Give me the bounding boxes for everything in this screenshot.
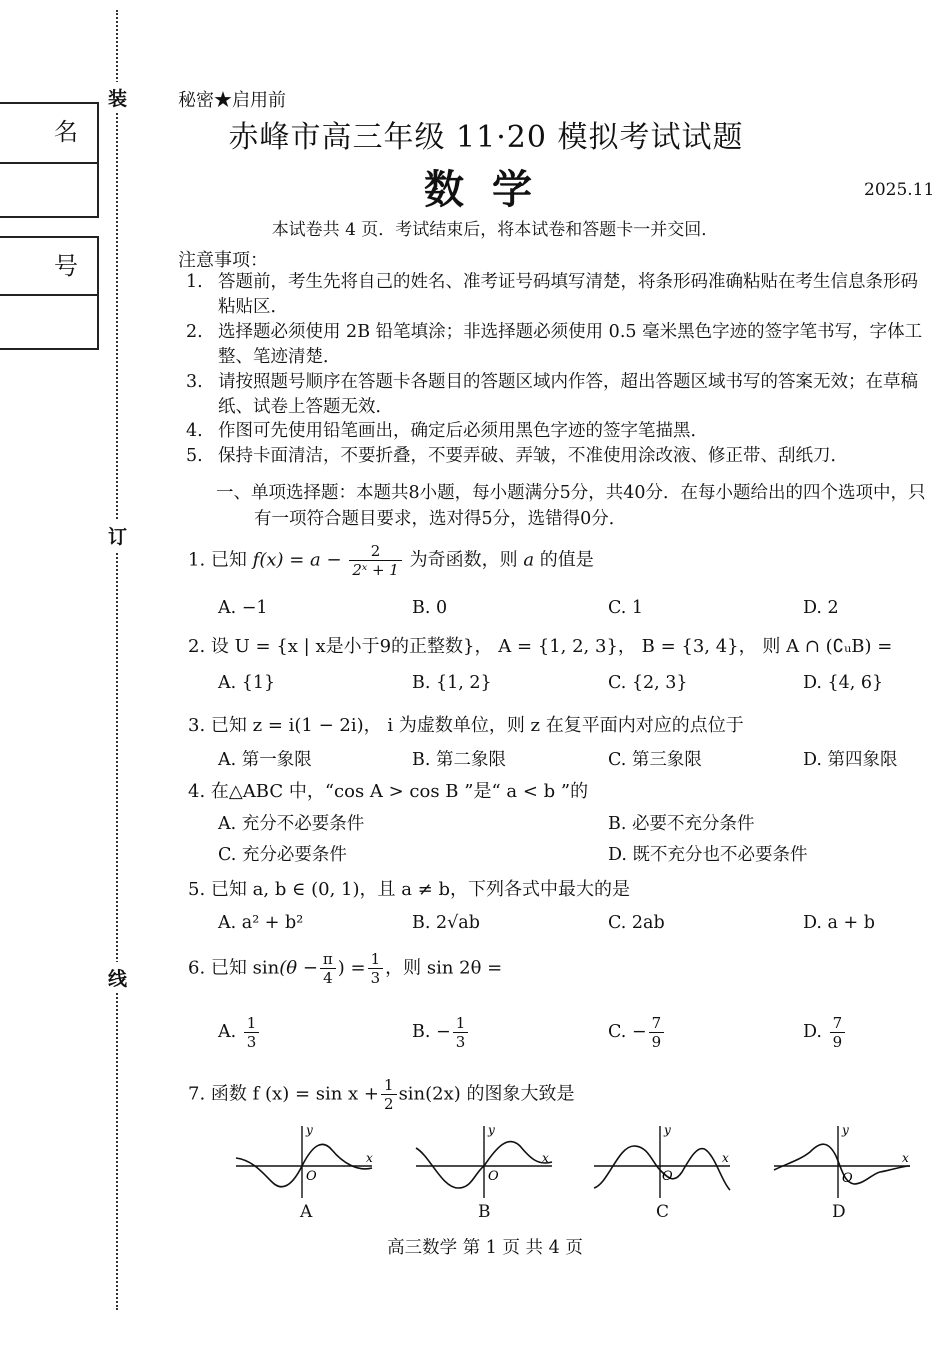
graph-a (232, 1122, 380, 1202)
y-axis-label: y (306, 1123, 313, 1137)
exam-intro: 本试卷共 4 页．考试结束后，将本试卷和答题卡一并交回． (271, 220, 719, 240)
name-label: 名 (54, 118, 78, 146)
question-2: 2. 设 U = {x | x是小于9的正整数}， A = {1, 2, 3}， B = {3, 4}， 则 A ∩ (∁ᵤB) = (188, 636, 893, 657)
q5-option-a: A. a² + b² (218, 913, 304, 933)
origin-label: O (306, 1169, 317, 1184)
y-axis-label: y (842, 1123, 849, 1137)
q4-option-d: D. 既不充分也不必要条件 (608, 845, 808, 865)
notice-item: 4. 作图可先使用铅笔画出，确定后必须用黑色字迹的签字笔描黑． (186, 421, 708, 441)
x-axis-label: x (366, 1151, 373, 1165)
q5-option-b: B. 2√ab (412, 913, 480, 933)
question-1: 1. 已知 f(x) = a − $\frac{2}{\text{2ˣ + 1}}$ 为奇函数，则 a 的值是 (188, 542, 594, 579)
q3-option-d: D. 第四象限 (803, 750, 898, 770)
graph-c (590, 1122, 738, 1202)
notice-item: 1. 答题前，考生先将自己的姓名、准考证号码填写清楚，将条形码准确粘贴在考生信息条形码粘贴区． (186, 272, 918, 317)
question-3: 3. 已知 z = i(1 − 2i)， i 为虚数单位，则 z 在复平面内对应的点位于 (188, 715, 744, 736)
question-4: 4. 在△ABC 中，“cos A > cos B ”是“ a < b ”的 (188, 781, 589, 802)
binding-char-ding: 订 (108, 520, 127, 551)
q3-option-b: B. 第二象限 (412, 750, 506, 770)
notice-item: 5. 保持卡面清洁，不要折叠，不要弄破、弄皱，不准使用涂改液、修正带、刮纸刀． (186, 446, 848, 466)
q1-option-c: C. 1 (608, 598, 644, 618)
x-axis-label: x (542, 1151, 549, 1165)
q2-option-b: B. {1, 2} (412, 673, 492, 693)
fraction: $\frac{2}{\text{2ˣ + 1}}$ (349, 542, 402, 579)
number-box (0, 236, 99, 350)
section-header: 一、单项选择题：本题共8小题，每小题满分5分，共40分．在每小题给出的四个选项中，只有一项符合题目要求，选对得5分，选错得0分． (216, 483, 926, 529)
x-axis-label: x (902, 1151, 909, 1165)
fraction: $\frac{1}{2}$ (381, 1076, 397, 1113)
fraction: $\frac{\pi}{4}$ (320, 950, 336, 987)
origin-label: O (488, 1169, 499, 1184)
exam-date: 2025.11 (864, 180, 935, 200)
q3-option-a: A. 第一象限 (218, 750, 312, 770)
q1-option-b: B. 0 (412, 598, 448, 618)
q2-option-a: A. {1} (218, 673, 276, 693)
graph-label-a: A (300, 1202, 313, 1222)
q6-option-a: A. $\frac{1}{3}$ (218, 1014, 261, 1051)
number-label: 号 (54, 252, 78, 280)
q1-option-a: A. −1 (218, 598, 268, 618)
question-5: 5. 已知 a, b ∈ (0, 1)，且 a ≠ b，下列各式中最大的是 (188, 879, 631, 900)
q6-option-d: D. $\frac{7}{9}$ (803, 1014, 847, 1051)
y-axis-label: y (664, 1123, 671, 1137)
binding-char-xian: 线 (108, 962, 127, 993)
confidential-mark: 秘密★启用前 (178, 90, 286, 111)
binding-char-zhuang: 装 (108, 82, 127, 113)
y-axis-label: y (488, 1123, 495, 1137)
x-axis-label: x (722, 1151, 729, 1165)
q6-option-c: C. − $\frac{7}{9}$ (608, 1014, 666, 1051)
number-box-divider (0, 294, 97, 296)
notice-item: 3. 请按照题号顺序在答题卡各题目的答题区域内作答，超出答题区域书写的答案无效；在草稿纸、试卷上答题无效． (186, 372, 918, 417)
graph-label-c: C (656, 1202, 670, 1222)
q2-option-d: D. {4, 6} (803, 673, 884, 693)
graph-d (770, 1122, 918, 1202)
graph-label-d: D (832, 1202, 846, 1222)
q4-option-c: C. 充分必要条件 (218, 845, 347, 865)
q6-option-b: B. − $\frac{1}{3}$ (412, 1014, 470, 1051)
q1-option-d: D. 2 (803, 598, 839, 618)
exam-title: 赤峰市高三年级 11·20 模拟考试试题 (228, 120, 744, 155)
q4-option-a: A. 充分不必要条件 (218, 814, 365, 834)
question-6: 6. 已知 sin(θ − $\frac{\pi}{4}$ ) = $\frac{1}{3}$ ，则 sin 2θ = (188, 950, 503, 987)
q2-option-c: C. {2, 3} (608, 673, 688, 693)
page-footer: 高三数学 第 1 页 共 4 页 (387, 1238, 583, 1258)
origin-label: O (842, 1171, 853, 1186)
q4-option-b: B. 必要不充分条件 (608, 814, 755, 834)
subject-title: 数学 (424, 166, 560, 213)
q5-option-c: C. 2ab (608, 913, 665, 933)
fraction: $\frac{1}{3}$ (368, 950, 384, 987)
notice-item: 2. 选择题必须使用 2B 铅笔填涂；非选择题必须使用 0.5 毫米黑色字迹的签字笔书写，字体工整、笔迹清楚． (186, 322, 923, 367)
graph-label-b: B (478, 1202, 491, 1222)
notice-title: 注意事项： (178, 250, 268, 271)
graph-b (412, 1122, 560, 1202)
q5-option-d: D. a + b (803, 913, 875, 933)
q3-option-c: C. 第三象限 (608, 750, 702, 770)
question-7: 7. 函数 f (x) = sin x + $\frac{1}{2}$ sin(2x) 的图象大致是 (188, 1076, 575, 1113)
origin-label: O (662, 1169, 673, 1184)
